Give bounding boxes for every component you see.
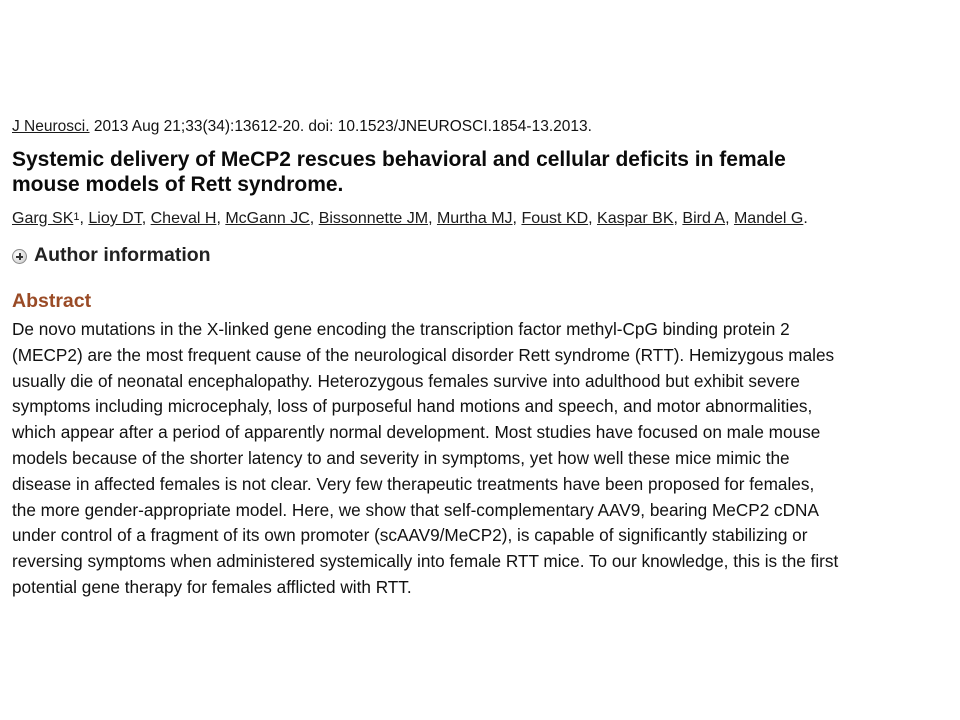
author-link[interactable]: Mandel G (733, 210, 804, 227)
author-separator: , (725, 210, 734, 227)
abstract-line: which appear after a period of apparently normal development. Most studies have focused on male mouse (12, 422, 821, 443)
title-line: Systemic delivery of MeCP2 rescues behavioral and cellular deficits in female (12, 148, 786, 171)
abstract-line: usually die of neonatal encephalopathy. Heterozygous females survive into adulthood but exhibit severe (12, 370, 800, 391)
author-affiliation-marker[interactable]: 1 (73, 211, 80, 223)
citation-line (12, 117, 592, 137)
abstract-line: (MECP2) are the most frequent cause of the neurological disorder Rett syndrome (RTT). Hemizygous males (12, 344, 835, 365)
author-information-toggle[interactable] (12, 243, 211, 267)
journal-link[interactable]: J Neurosci. (12, 118, 90, 135)
author-link[interactable]: Murtha MJ (436, 210, 513, 227)
author-separator: , (79, 210, 89, 227)
author-information-label: Author information (34, 244, 211, 266)
abstract-line: under control of a fragment of its own promoter (scAAV9/MeCP2), is capable of significantly stabilizing or (12, 525, 808, 546)
author-separator: , (588, 210, 598, 227)
author-link[interactable]: Bird A (682, 210, 726, 227)
abstract-line: reversing symptoms when administered systemically into female RTT mice. To our knowledge, this is the first (12, 551, 839, 572)
abstract-line: De novo mutations in the X-linked gene encoding the transcription factor methyl-CpG binding protein 2 (12, 319, 790, 339)
abstract-line: disease in affected females is not clear. Very few therapeutic treatments have been proposed for females, (12, 473, 815, 494)
author-separator: , (141, 210, 151, 227)
abstract-line: potential gene therapy for females afflicted with RTT. (12, 576, 412, 597)
citation-details: 2013 Aug 21;33(34):13612-20. doi: 10.1523/JNEUROSCI.1854-13.2013. (89, 118, 592, 135)
abstract-text (12, 317, 952, 601)
author-link[interactable]: Lioy DT (88, 210, 142, 227)
author-link[interactable]: McGann JC (225, 210, 310, 227)
abstract-line: symptoms including microcephaly, loss of purposeful hand motions and speech, and motor abnormalities, (12, 396, 813, 417)
abstract-line: the more gender-appropriate model. Here, we show that self-complementary AAV9, bearing MeCP2 cDNA (12, 499, 819, 520)
author-link[interactable]: Bissonnette JM (318, 210, 429, 227)
author-link[interactable]: Cheval H (150, 210, 217, 227)
author-separator: , (428, 210, 437, 227)
author-separator: , (216, 210, 226, 227)
author-list (12, 208, 808, 230)
author-link[interactable]: Garg SK (12, 210, 74, 227)
author-separator: , (512, 210, 522, 227)
title-line: mouse models of Rett syndrome. (12, 173, 344, 196)
author-list-end: . (803, 210, 808, 227)
abstract-line: models because of the shorter latency to and severity in symptoms, yet how well these mice mimic the (12, 447, 790, 468)
author-link[interactable]: Kaspar BK (597, 210, 674, 227)
author-separator: , (673, 210, 683, 227)
author-link[interactable]: Foust KD (521, 210, 589, 227)
article-title (12, 147, 942, 197)
author-separator: , (309, 210, 319, 227)
plus-circle-icon[interactable] (12, 249, 27, 264)
abstract-heading: Abstract (12, 290, 92, 312)
